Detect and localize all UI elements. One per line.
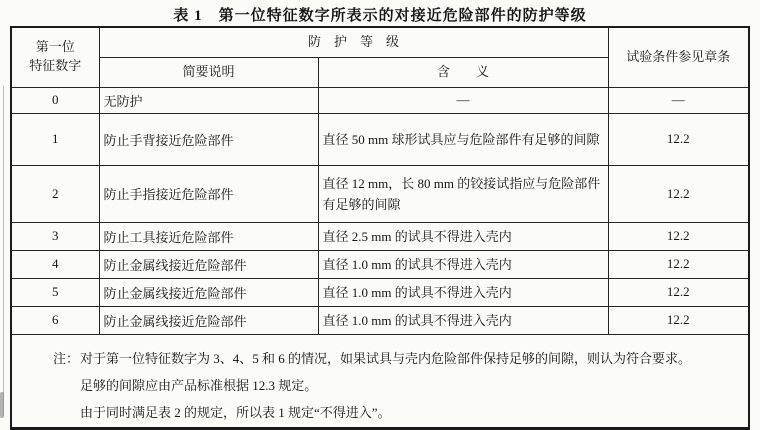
- meaning-cell: 直径 12 mm，长 80 mm 的铰接试指应与危险部件有足够的间隙: [318, 165, 608, 222]
- scan-artifact-smudge: [0, 392, 4, 418]
- brief-cell: 防止金属线接近危险部件: [99, 250, 318, 278]
- header-test-condition: 试验条件参见章条: [608, 27, 749, 87]
- clause-cell: 12.2: [608, 222, 749, 250]
- note-row: [11, 334, 749, 428]
- header-first-numeral-line2: 特征数字: [29, 58, 82, 74]
- table-row: [11, 222, 749, 250]
- digit-cell: 4: [11, 250, 99, 278]
- note-line: 对于第一位特征数字为 3、4、5 和 6 的情况，如果试具与壳内危险部件保持足够的间隙，则认为符合要求。: [80, 350, 692, 366]
- brief-cell: 防止金属线接近危险部件: [99, 306, 318, 334]
- digit-cell: 0: [11, 87, 99, 113]
- clause-cell: —: [608, 87, 749, 113]
- table-row: [11, 250, 749, 278]
- header-brief-description: 简要说明: [99, 57, 318, 87]
- table-row: [11, 306, 749, 334]
- clause-cell: 12.2: [608, 306, 749, 334]
- clause-cell: 12.2: [608, 113, 749, 165]
- table-row: [11, 165, 749, 222]
- meaning-cell: 直径 2.5 mm 的试具不得进入壳内: [318, 222, 608, 250]
- brief-cell: 防止手指接近危险部件: [99, 165, 318, 222]
- table-row: [11, 113, 749, 165]
- table-row: [11, 87, 749, 113]
- digit-cell: 5: [11, 278, 99, 306]
- brief-cell: 防止金属线接近危险部件: [99, 278, 318, 306]
- clause-cell: 12.2: [608, 250, 749, 278]
- digit-cell: 2: [11, 165, 99, 222]
- table-row: [11, 278, 749, 306]
- note-line: 由于同时满足表 2 的规定，所以表 1 规定“不得进入”。: [80, 404, 391, 420]
- protection-grade-table: [10, 26, 750, 430]
- digit-cell: 3: [11, 222, 99, 250]
- digit-cell: 1: [11, 113, 99, 165]
- table-note-cell: [11, 334, 749, 428]
- header-protection-grade: 防 护 等 级: [99, 27, 608, 57]
- clause-cell: 12.2: [608, 278, 749, 306]
- brief-cell: 防止手背接近危险部件: [99, 113, 318, 165]
- scan-artifact-line: [3, 86, 4, 416]
- meaning-cell: 直径 1.0 mm 的试具不得进入壳内: [318, 250, 608, 278]
- page-title: 表 1 第一位特征数字所表示的对接近危险部件的防护等级: [173, 8, 587, 24]
- meaning-cell: —: [318, 87, 608, 113]
- meaning-cell: 直径 50 mm 球形试具应与危险部件有足够的间隙: [318, 113, 608, 165]
- header-row-1: [11, 27, 749, 57]
- note-line: 足够的间隙应由产品标准根据 12.3 规定。: [80, 377, 318, 393]
- brief-cell: 防止工具接近危险部件: [99, 222, 318, 250]
- digit-cell: 6: [11, 306, 99, 334]
- header-first-numeral-line1: 第一位: [35, 39, 75, 55]
- note-label: 注：: [53, 350, 80, 366]
- header-meaning: 含 义: [318, 57, 608, 87]
- brief-cell: 无防护: [99, 87, 318, 113]
- note: [16, 336, 744, 426]
- clause-cell: 12.2: [608, 165, 749, 222]
- header-first-characteristic-numeral: [11, 27, 99, 87]
- meaning-cell: 直径 1.0 mm 的试具不得进入壳内: [318, 278, 608, 306]
- meaning-cell: 直径 1.0 mm 的试具不得进入壳内: [318, 306, 608, 334]
